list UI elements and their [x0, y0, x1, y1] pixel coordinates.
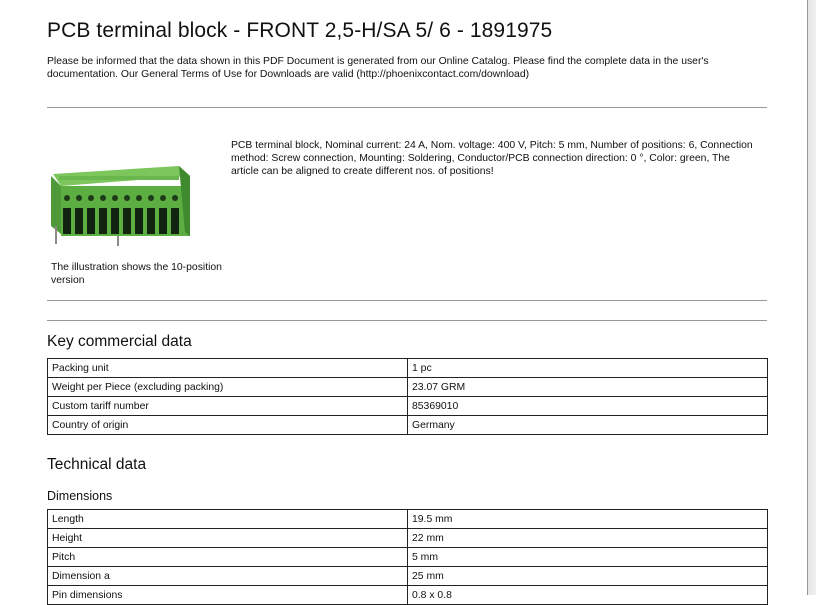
- table-row: [48, 510, 768, 529]
- dimensions-table: [47, 509, 768, 605]
- row-label: Weight per Piece (excluding packing): [48, 378, 408, 397]
- technical-heading: Technical data: [47, 456, 147, 473]
- row-label: Length: [48, 510, 408, 529]
- table-row: [48, 378, 768, 397]
- table-row: [48, 548, 768, 567]
- row-value: 23.07 GRM: [408, 378, 768, 397]
- row-label: Pitch: [48, 548, 408, 567]
- row-value: 85369010: [408, 397, 768, 416]
- table-row: [48, 586, 768, 605]
- table-row: [48, 359, 768, 378]
- key-commercial-heading: Key commercial data: [47, 333, 192, 350]
- key-commercial-table: [47, 358, 768, 435]
- divider: [47, 300, 767, 301]
- row-label: Packing unit: [48, 359, 408, 378]
- table-row: [48, 416, 768, 435]
- row-value: 25 mm: [408, 567, 768, 586]
- row-value: 5 mm: [408, 548, 768, 567]
- row-label: Pin dimensions: [48, 586, 408, 605]
- table-row: [48, 567, 768, 586]
- table-row: [48, 529, 768, 548]
- row-value: 22 mm: [408, 529, 768, 548]
- intro-text: Please be informed that the data shown in this PDF Document is generated from our Online Catalog. Please find the complete data in the user's documentation. Our General Terms of Use for Downloads are valid (http://phoenixcontact.com/download): [47, 56, 709, 80]
- divider: [47, 320, 767, 321]
- row-label: Height: [48, 529, 408, 548]
- table-row: [48, 397, 768, 416]
- page-edge-scrollbar-area: [807, 0, 816, 595]
- divider: [47, 107, 767, 108]
- row-label: Dimension a: [48, 567, 408, 586]
- row-value: 19.5 mm: [408, 510, 768, 529]
- row-label: Country of origin: [48, 416, 408, 435]
- row-value: 1 pc: [408, 359, 768, 378]
- row-label: Custom tariff number: [48, 397, 408, 416]
- terminal-block-image: [47, 156, 192, 254]
- dimensions-heading: Dimensions: [47, 489, 113, 503]
- page-title: PCB terminal block - FRONT 2,5-H/SA 5/ 6 - 1891975: [47, 19, 553, 42]
- product-description: PCB terminal block, Nominal current: 24 A, Nom. voltage: 400 V, Pitch: 5 mm, Number of positions: 6, Connection method: Screw connection, Mounting: Soldering, Conductor/PCB connection direction: 0 °, Color: green, The article can be aligned to create different nos. of positions!: [231, 140, 753, 177]
- row-value: 0.8 x 0.8: [408, 586, 768, 605]
- image-caption: The illustration shows the 10-position version: [51, 262, 222, 286]
- row-value: Germany: [408, 416, 768, 435]
